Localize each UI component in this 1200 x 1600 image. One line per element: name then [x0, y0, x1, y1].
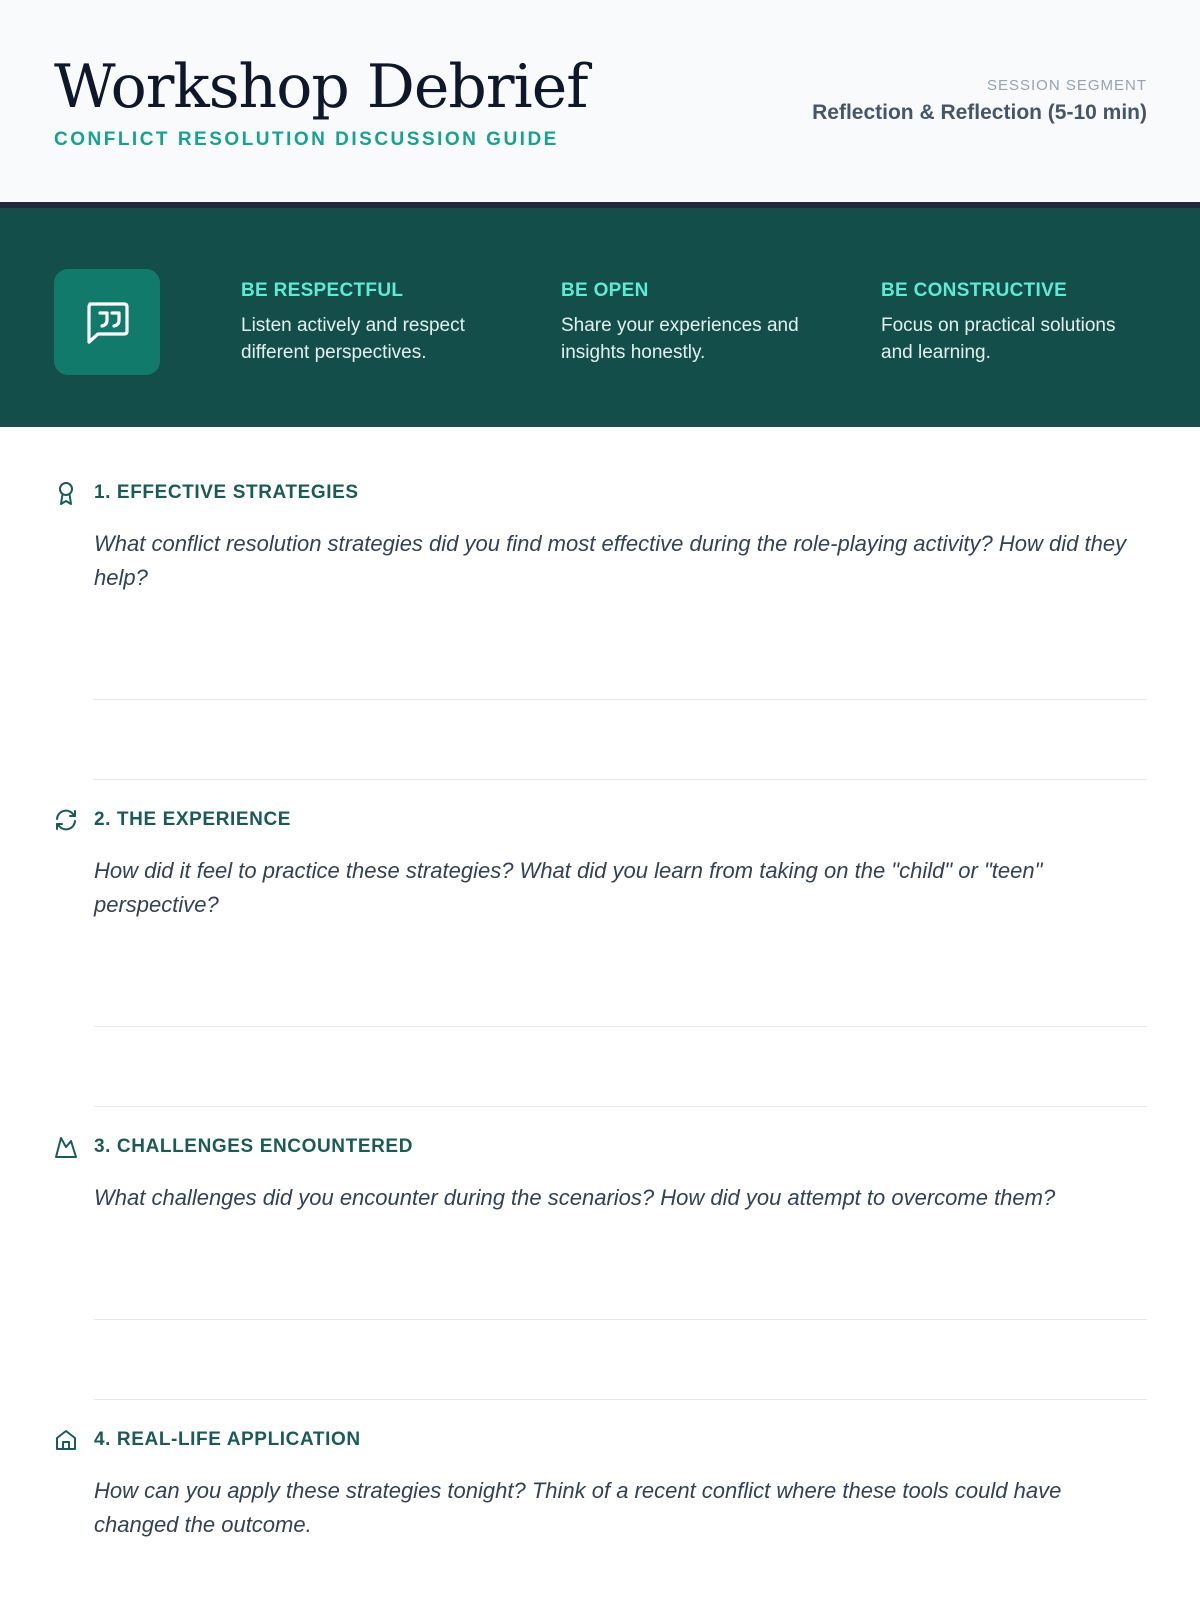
page-subtitle: CONFLICT RESOLUTION DISCUSSION GUIDE — [54, 129, 559, 150]
mountain-icon — [54, 1135, 78, 1159]
answer-line[interactable] — [94, 1319, 1147, 1320]
rule-be-respectful — [241, 280, 501, 366]
answer-line[interactable] — [94, 699, 1147, 700]
session-segment-label: SESSION SEGMENT — [986, 77, 1147, 94]
home-icon — [54, 1428, 78, 1452]
answer-line[interactable] — [94, 1026, 1147, 1027]
question-title: 1. EFFECTIVE STRATEGIES — [94, 482, 359, 503]
rule-text: Listen actively and respect different perspectives. — [241, 315, 465, 363]
question-title: 2. THE EXPERIENCE — [94, 809, 292, 830]
quote-bubble-icon — [54, 269, 160, 375]
page-title: Workshop Debrief — [54, 52, 588, 122]
rule-be-constructive — [881, 280, 1141, 366]
page-header — [0, 0, 1200, 208]
question-title: 3. CHALLENGES ENCOUNTERED — [94, 1136, 414, 1157]
rule-title: BE RESPECTFUL — [241, 280, 404, 301]
answer-line[interactable] — [94, 779, 1147, 780]
refresh-icon — [54, 808, 78, 832]
rule-title: BE CONSTRUCTIVE — [881, 280, 1068, 301]
rule-text: Focus on practical solutions and learning. — [881, 315, 1116, 363]
question-text: What challenges did you encounter during the scenarios? How did you attempt to overcome them? — [94, 1185, 1056, 1210]
session-segment-value: Reflection & Reflection (5-10 min) — [812, 101, 1147, 124]
question-title: 4. REAL-LIFE APPLICATION — [94, 1429, 361, 1450]
rule-text: Share your experiences and insights honestly. — [561, 315, 799, 363]
answer-line[interactable] — [94, 1399, 1147, 1400]
question-text: How can you apply these strategies tonight? Think of a recent conflict where these tools could have changed the outcome. — [94, 1478, 1062, 1537]
ground-rules-banner — [0, 208, 1200, 427]
award-icon — [54, 481, 78, 505]
answer-line[interactable] — [94, 1106, 1147, 1107]
question-text: How did it feel to practice these strategies? What did you learn from taking on the "child" or "teen" perspective? — [94, 858, 1043, 917]
question-text: What conflict resolution strategies did you find most effective during the role-playing activity? How did they help? — [94, 531, 1127, 590]
rule-title: BE OPEN — [561, 280, 649, 301]
rule-be-open — [561, 280, 821, 366]
